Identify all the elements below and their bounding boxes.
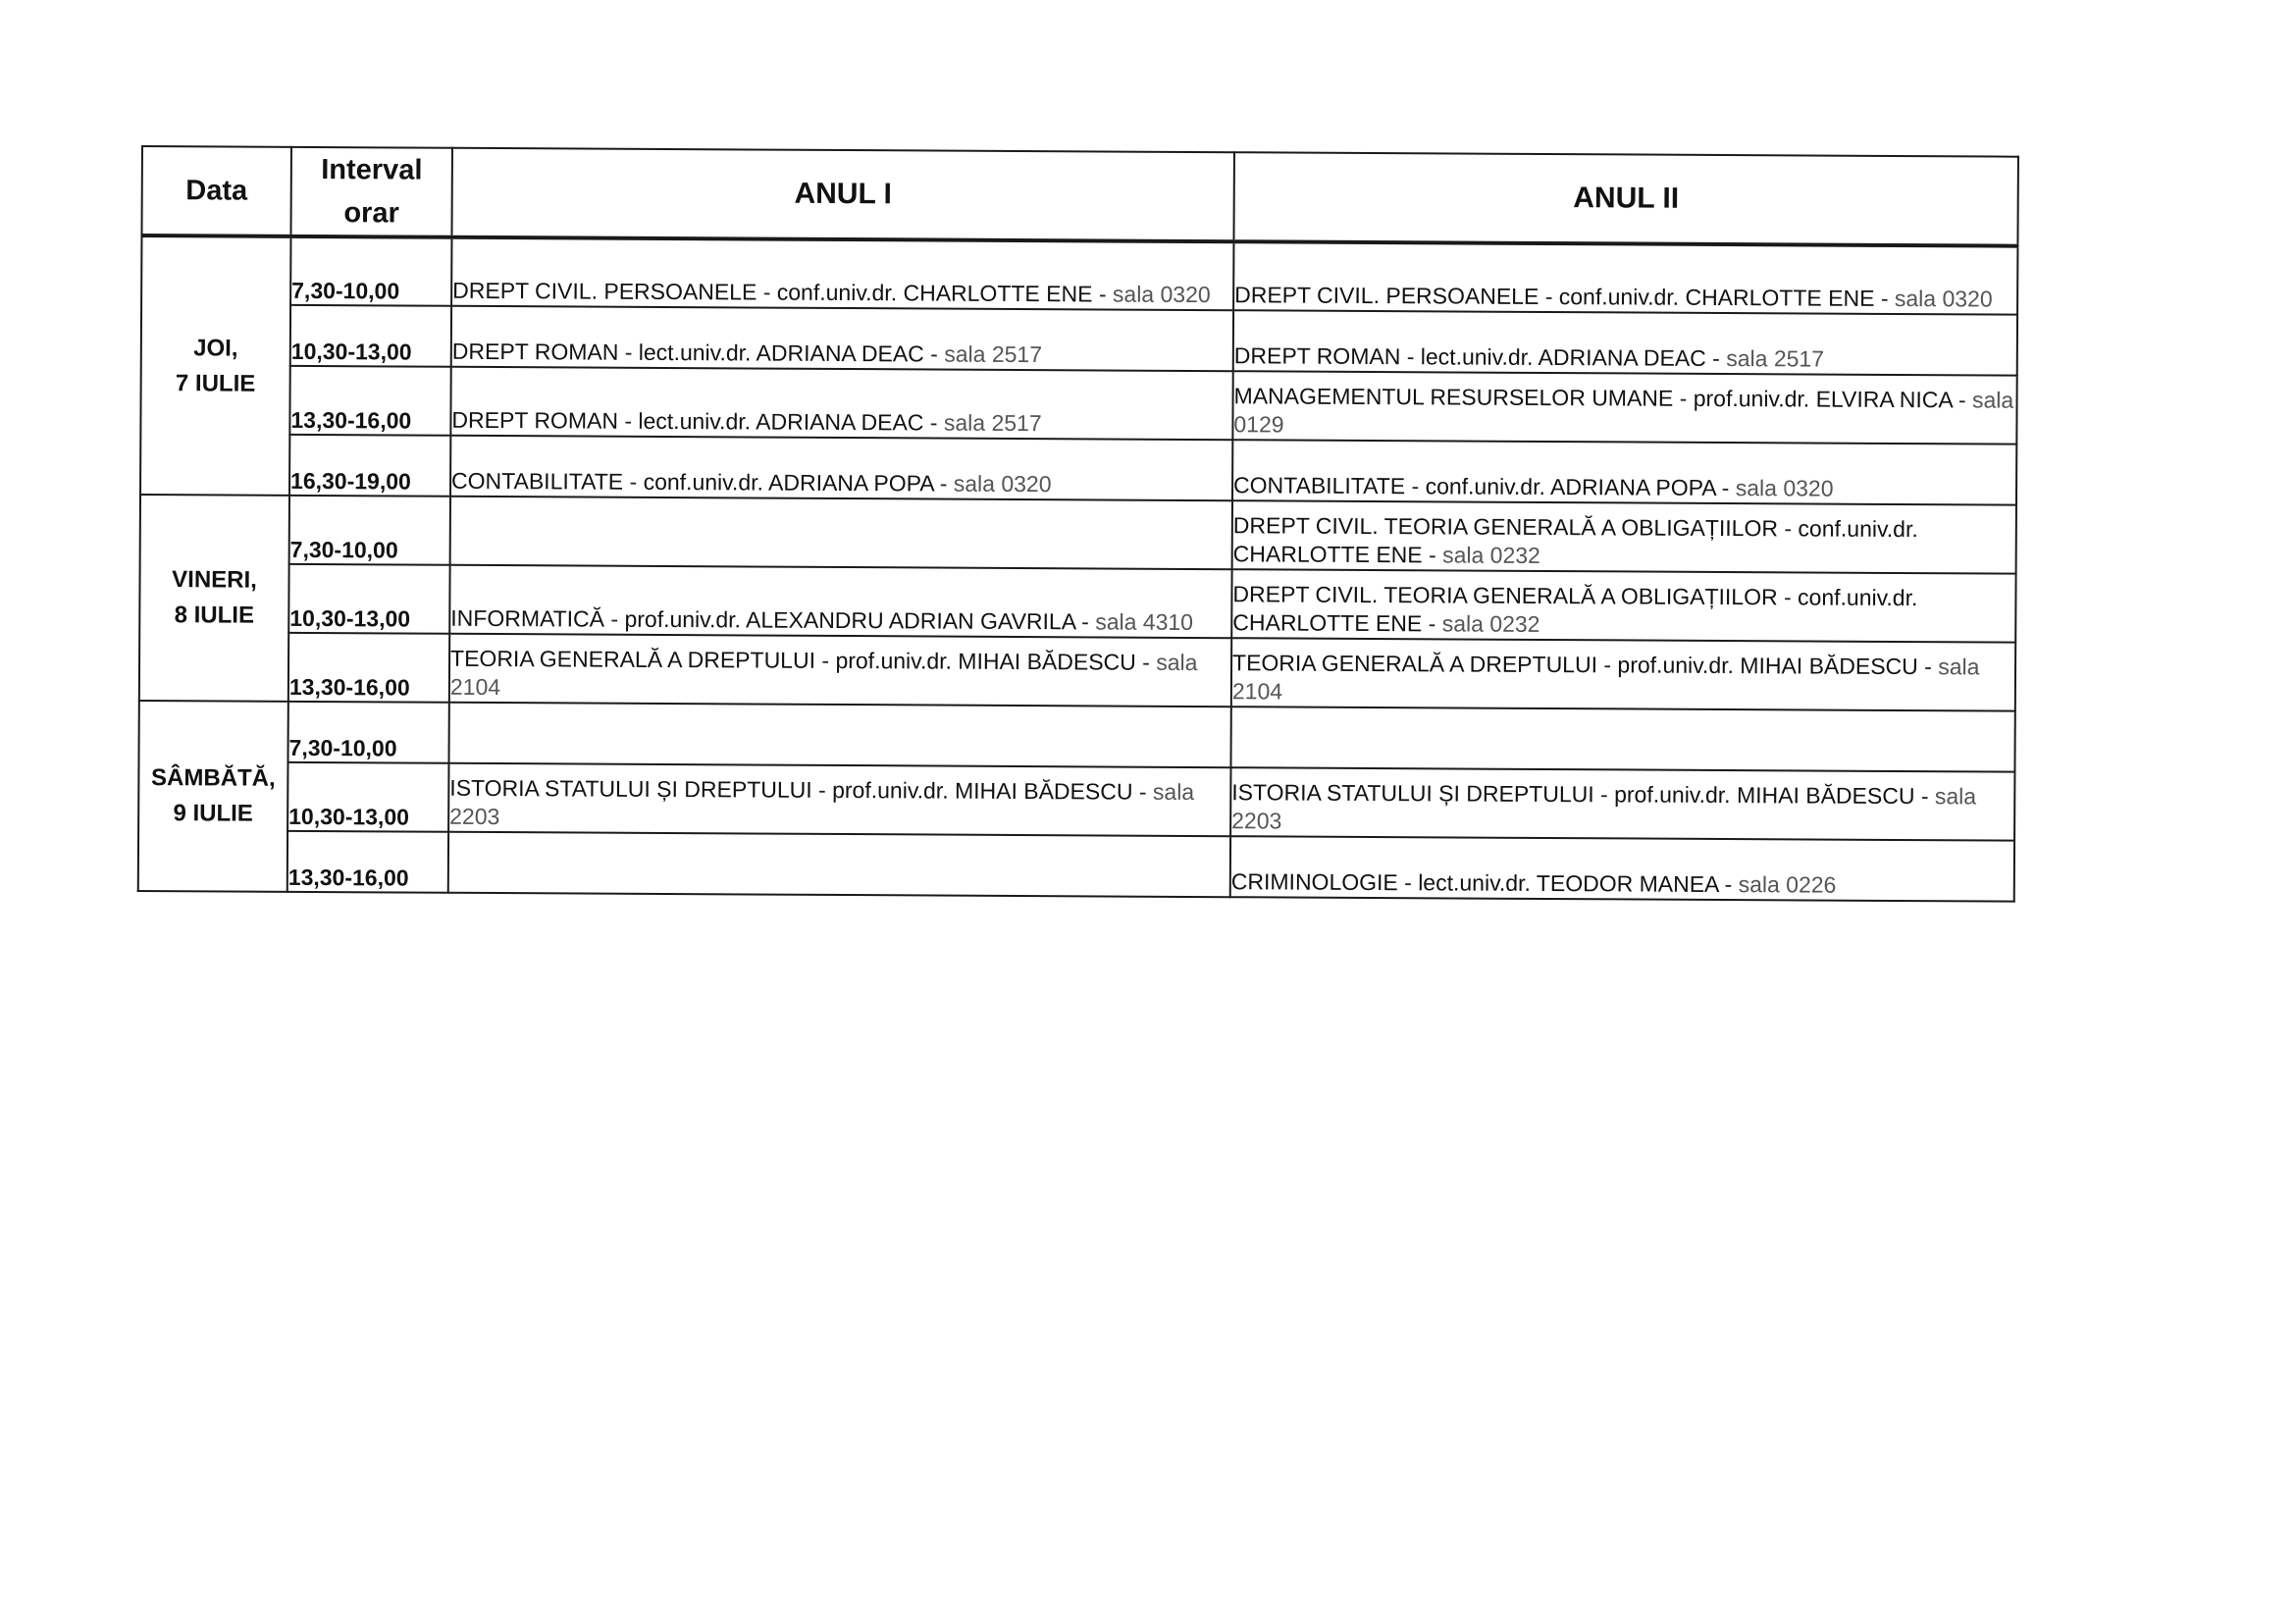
teacher-name: conf.univ.dr. CHARLOTTE ENE bbox=[1558, 284, 1875, 311]
teacher-name: lect.univ.dr. ADRIANA DEAC bbox=[638, 407, 924, 436]
teacher-name: conf.univ.dr. CHARLOTTE ENE bbox=[1232, 515, 1918, 568]
course-cell-year-1 bbox=[448, 832, 1230, 897]
teacher-name: prof.univ.dr. MIHAI BĂDESCU bbox=[1614, 781, 1915, 810]
separator: - bbox=[1593, 781, 1615, 808]
schedule-row bbox=[140, 434, 2016, 505]
teacher-name: prof.univ.dr. ALEXANDRU ADRIAN GAVRILA bbox=[624, 605, 1075, 635]
separator: - bbox=[1405, 473, 1426, 499]
separator: - bbox=[623, 468, 644, 495]
teacher-name: prof.univ.dr. MIHAI BĂDESCU bbox=[832, 776, 1133, 805]
course-cell-year-2 bbox=[1233, 241, 2017, 314]
time-interval: 10,30-13,00 bbox=[288, 564, 449, 634]
course-cell-year-2 bbox=[1231, 638, 2015, 710]
time-interval: 7,30-10,00 bbox=[287, 702, 448, 763]
room-number: sala 4310 bbox=[1095, 608, 1194, 635]
separator: - bbox=[603, 605, 625, 632]
room-number: sala 0320 bbox=[953, 470, 1052, 497]
course-cell-year-1 bbox=[450, 367, 1232, 440]
time-interval: 7,30-10,00 bbox=[290, 236, 451, 306]
time-interval: 13,30-16,00 bbox=[288, 633, 449, 703]
separator: - bbox=[618, 339, 639, 365]
schedule-body bbox=[138, 236, 2018, 902]
time-interval: 10,30-13,00 bbox=[287, 762, 448, 832]
separator: - bbox=[1422, 610, 1442, 637]
separator: - bbox=[1397, 869, 1419, 896]
separator: - bbox=[1914, 783, 1936, 810]
course-name: DREPT CIVIL. PERSOANELE bbox=[452, 277, 757, 305]
course-cell-year-1 bbox=[448, 703, 1230, 767]
teacher-name: conf.univ.dr. CHARLOTTE ENE bbox=[1232, 584, 1918, 637]
separator: - bbox=[811, 776, 833, 803]
header-row bbox=[141, 146, 2017, 246]
room-number: sala 2517 bbox=[1726, 345, 1825, 372]
room-number: sala 0320 bbox=[1112, 281, 1211, 308]
teacher-name: lect.univ.dr. ADRIANA DEAC bbox=[1420, 343, 1706, 371]
course-name: DREPT ROMAN bbox=[451, 406, 619, 434]
course-cell-year-1 bbox=[449, 565, 1231, 638]
separator: - bbox=[1715, 474, 1736, 501]
teacher-name: lect.univ.dr. TEODOR MANEA bbox=[1418, 869, 1719, 897]
teacher-name: conf.univ.dr. ADRIANA POPA bbox=[1425, 473, 1716, 500]
separator: - bbox=[1132, 778, 1154, 805]
course-name: DREPT ROMAN bbox=[1233, 342, 1401, 370]
schedule-row bbox=[138, 830, 2014, 902]
teacher-name: conf.univ.dr. CHARLOTTE ENE bbox=[776, 279, 1093, 307]
course-name: TEORIA GENERALĂ A DREPTULUI bbox=[450, 645, 816, 673]
course-name: DREPT CIVIL. TEORIA GENERALĂ A OBLIGAȚIILOR bbox=[1232, 581, 1785, 610]
day-name: SÂMBĂTĂ, bbox=[150, 764, 276, 792]
room-number: sala 2203 bbox=[1231, 783, 1977, 834]
time-interval: 16,30-19,00 bbox=[289, 435, 450, 497]
course-name: TEORIA GENERALĂ A DREPTULUI bbox=[1232, 650, 1598, 678]
time-interval: 7,30-10,00 bbox=[289, 496, 450, 565]
course-cell-year-1 bbox=[450, 497, 1232, 569]
course-name: INFORMATICĂ bbox=[450, 604, 605, 632]
day-name: VINERI, bbox=[172, 566, 257, 594]
course-name: ISTORIA STATULUI ȘI DREPTULUI bbox=[1231, 779, 1594, 808]
teacher-name: conf.univ.dr. ADRIANA POPA bbox=[643, 468, 934, 497]
room-number: sala 0320 bbox=[1894, 285, 1993, 312]
separator: - bbox=[923, 340, 945, 367]
schedule-row bbox=[141, 304, 2017, 376]
separator: - bbox=[1874, 285, 1896, 311]
separator: - bbox=[1952, 387, 1973, 413]
course-cell-year-2 bbox=[1231, 569, 2015, 642]
course-name: DREPT CIVIL. TEORIA GENERALĂ A OBLIGAȚIILOR bbox=[1232, 512, 1785, 542]
header-interval bbox=[290, 147, 452, 237]
day-cell bbox=[140, 236, 290, 496]
time-interval: 13,30-16,00 bbox=[289, 366, 450, 436]
separator: - bbox=[1718, 870, 1739, 898]
room-number: sala 0320 bbox=[1735, 475, 1834, 501]
schedule-row bbox=[141, 236, 2017, 315]
separator: - bbox=[1783, 584, 1799, 610]
room-number: sala 0232 bbox=[1441, 610, 1540, 637]
room-number: sala 2517 bbox=[943, 409, 1042, 437]
teacher-name: prof.univ.dr. ELVIRA NICA bbox=[1693, 385, 1953, 413]
header-interval-line1: Interval bbox=[321, 154, 423, 186]
separator: - bbox=[1673, 385, 1694, 411]
day-date: 7 IULIE bbox=[175, 369, 256, 397]
room-number: sala 2104 bbox=[1231, 654, 1980, 705]
course-cell-year-1 bbox=[451, 237, 1233, 310]
course-cell-year-2 bbox=[1230, 707, 2014, 771]
separator: - bbox=[1596, 652, 1618, 678]
teacher-name: prof.univ.dr. MIHAI BĂDESCU bbox=[1617, 652, 1918, 680]
day-date: 9 IULIE bbox=[173, 800, 253, 827]
separator: - bbox=[617, 407, 639, 434]
course-name: DREPT ROMAN bbox=[451, 338, 619, 365]
schedule-row bbox=[140, 365, 2016, 445]
separator: - bbox=[814, 647, 836, 673]
time-interval: 13,30-16,00 bbox=[287, 831, 448, 893]
course-cell-year-2 bbox=[1233, 310, 2017, 375]
schedule-row bbox=[140, 495, 2016, 574]
room-number: sala 0226 bbox=[1738, 871, 1837, 898]
teacher-name: lect.univ.dr. ADRIANA DEAC bbox=[638, 339, 924, 367]
day-cell bbox=[139, 495, 289, 702]
separator: - bbox=[923, 409, 944, 436]
separator: - bbox=[1135, 649, 1157, 675]
day-date: 8 IULIE bbox=[174, 602, 255, 629]
course-cell-year-2 bbox=[1232, 500, 2016, 573]
room-number: sala 0129 bbox=[1233, 387, 2014, 438]
exam-schedule-table bbox=[137, 145, 2019, 903]
schedule-row bbox=[139, 632, 2015, 711]
separator: - bbox=[1917, 654, 1939, 680]
day-cell bbox=[138, 701, 288, 892]
header-year-1: ANUL I bbox=[451, 148, 1233, 241]
course-cell-year-2 bbox=[1232, 371, 2016, 444]
course-cell-year-2 bbox=[1230, 767, 2014, 840]
room-number: sala 0232 bbox=[1442, 542, 1540, 568]
header-interval-line2: orar bbox=[343, 197, 399, 230]
separator: - bbox=[1705, 344, 1727, 372]
separator: - bbox=[1074, 608, 1096, 635]
separator: - bbox=[1400, 343, 1421, 370]
room-number: sala 2203 bbox=[449, 778, 1195, 830]
room-number: sala 2517 bbox=[944, 340, 1043, 368]
separator: - bbox=[757, 279, 777, 305]
schedule-row bbox=[138, 761, 2014, 841]
schedule-row bbox=[138, 701, 2014, 772]
course-cell-year-2 bbox=[1230, 836, 2014, 901]
room-number: sala 2104 bbox=[449, 649, 1198, 701]
course-name: CONTABILITATE bbox=[451, 467, 624, 495]
schedule-row bbox=[139, 563, 2015, 643]
course-cell-year-1 bbox=[450, 436, 1232, 500]
course-name: DREPT CIVIL. PERSOANELE bbox=[1234, 282, 1539, 309]
day-name: JOI, bbox=[193, 334, 238, 362]
separator: - bbox=[1422, 542, 1443, 568]
course-name: CONTABILITATE bbox=[1233, 472, 1406, 499]
separator: - bbox=[1092, 281, 1114, 307]
time-interval: 10,30-13,00 bbox=[290, 305, 451, 367]
course-cell-year-2 bbox=[1232, 440, 2016, 504]
course-cell-year-1 bbox=[449, 634, 1231, 707]
separator: - bbox=[1539, 283, 1559, 310]
separator: - bbox=[1784, 515, 1799, 542]
course-name: ISTORIA STATULUI ȘI DREPTULUI bbox=[449, 774, 812, 803]
course-cell-year-1 bbox=[451, 306, 1233, 371]
header-year-2: ANUL II bbox=[1233, 152, 2017, 245]
header-date: Data bbox=[141, 146, 291, 236]
course-name: CRIMINOLOGIE bbox=[1230, 868, 1398, 896]
course-name: MANAGEMENTUL RESURSELOR UMANE bbox=[1233, 383, 1674, 411]
separator: - bbox=[933, 470, 954, 497]
teacher-name: prof.univ.dr. MIHAI BĂDESCU bbox=[835, 647, 1136, 675]
course-cell-year-1 bbox=[448, 763, 1230, 836]
